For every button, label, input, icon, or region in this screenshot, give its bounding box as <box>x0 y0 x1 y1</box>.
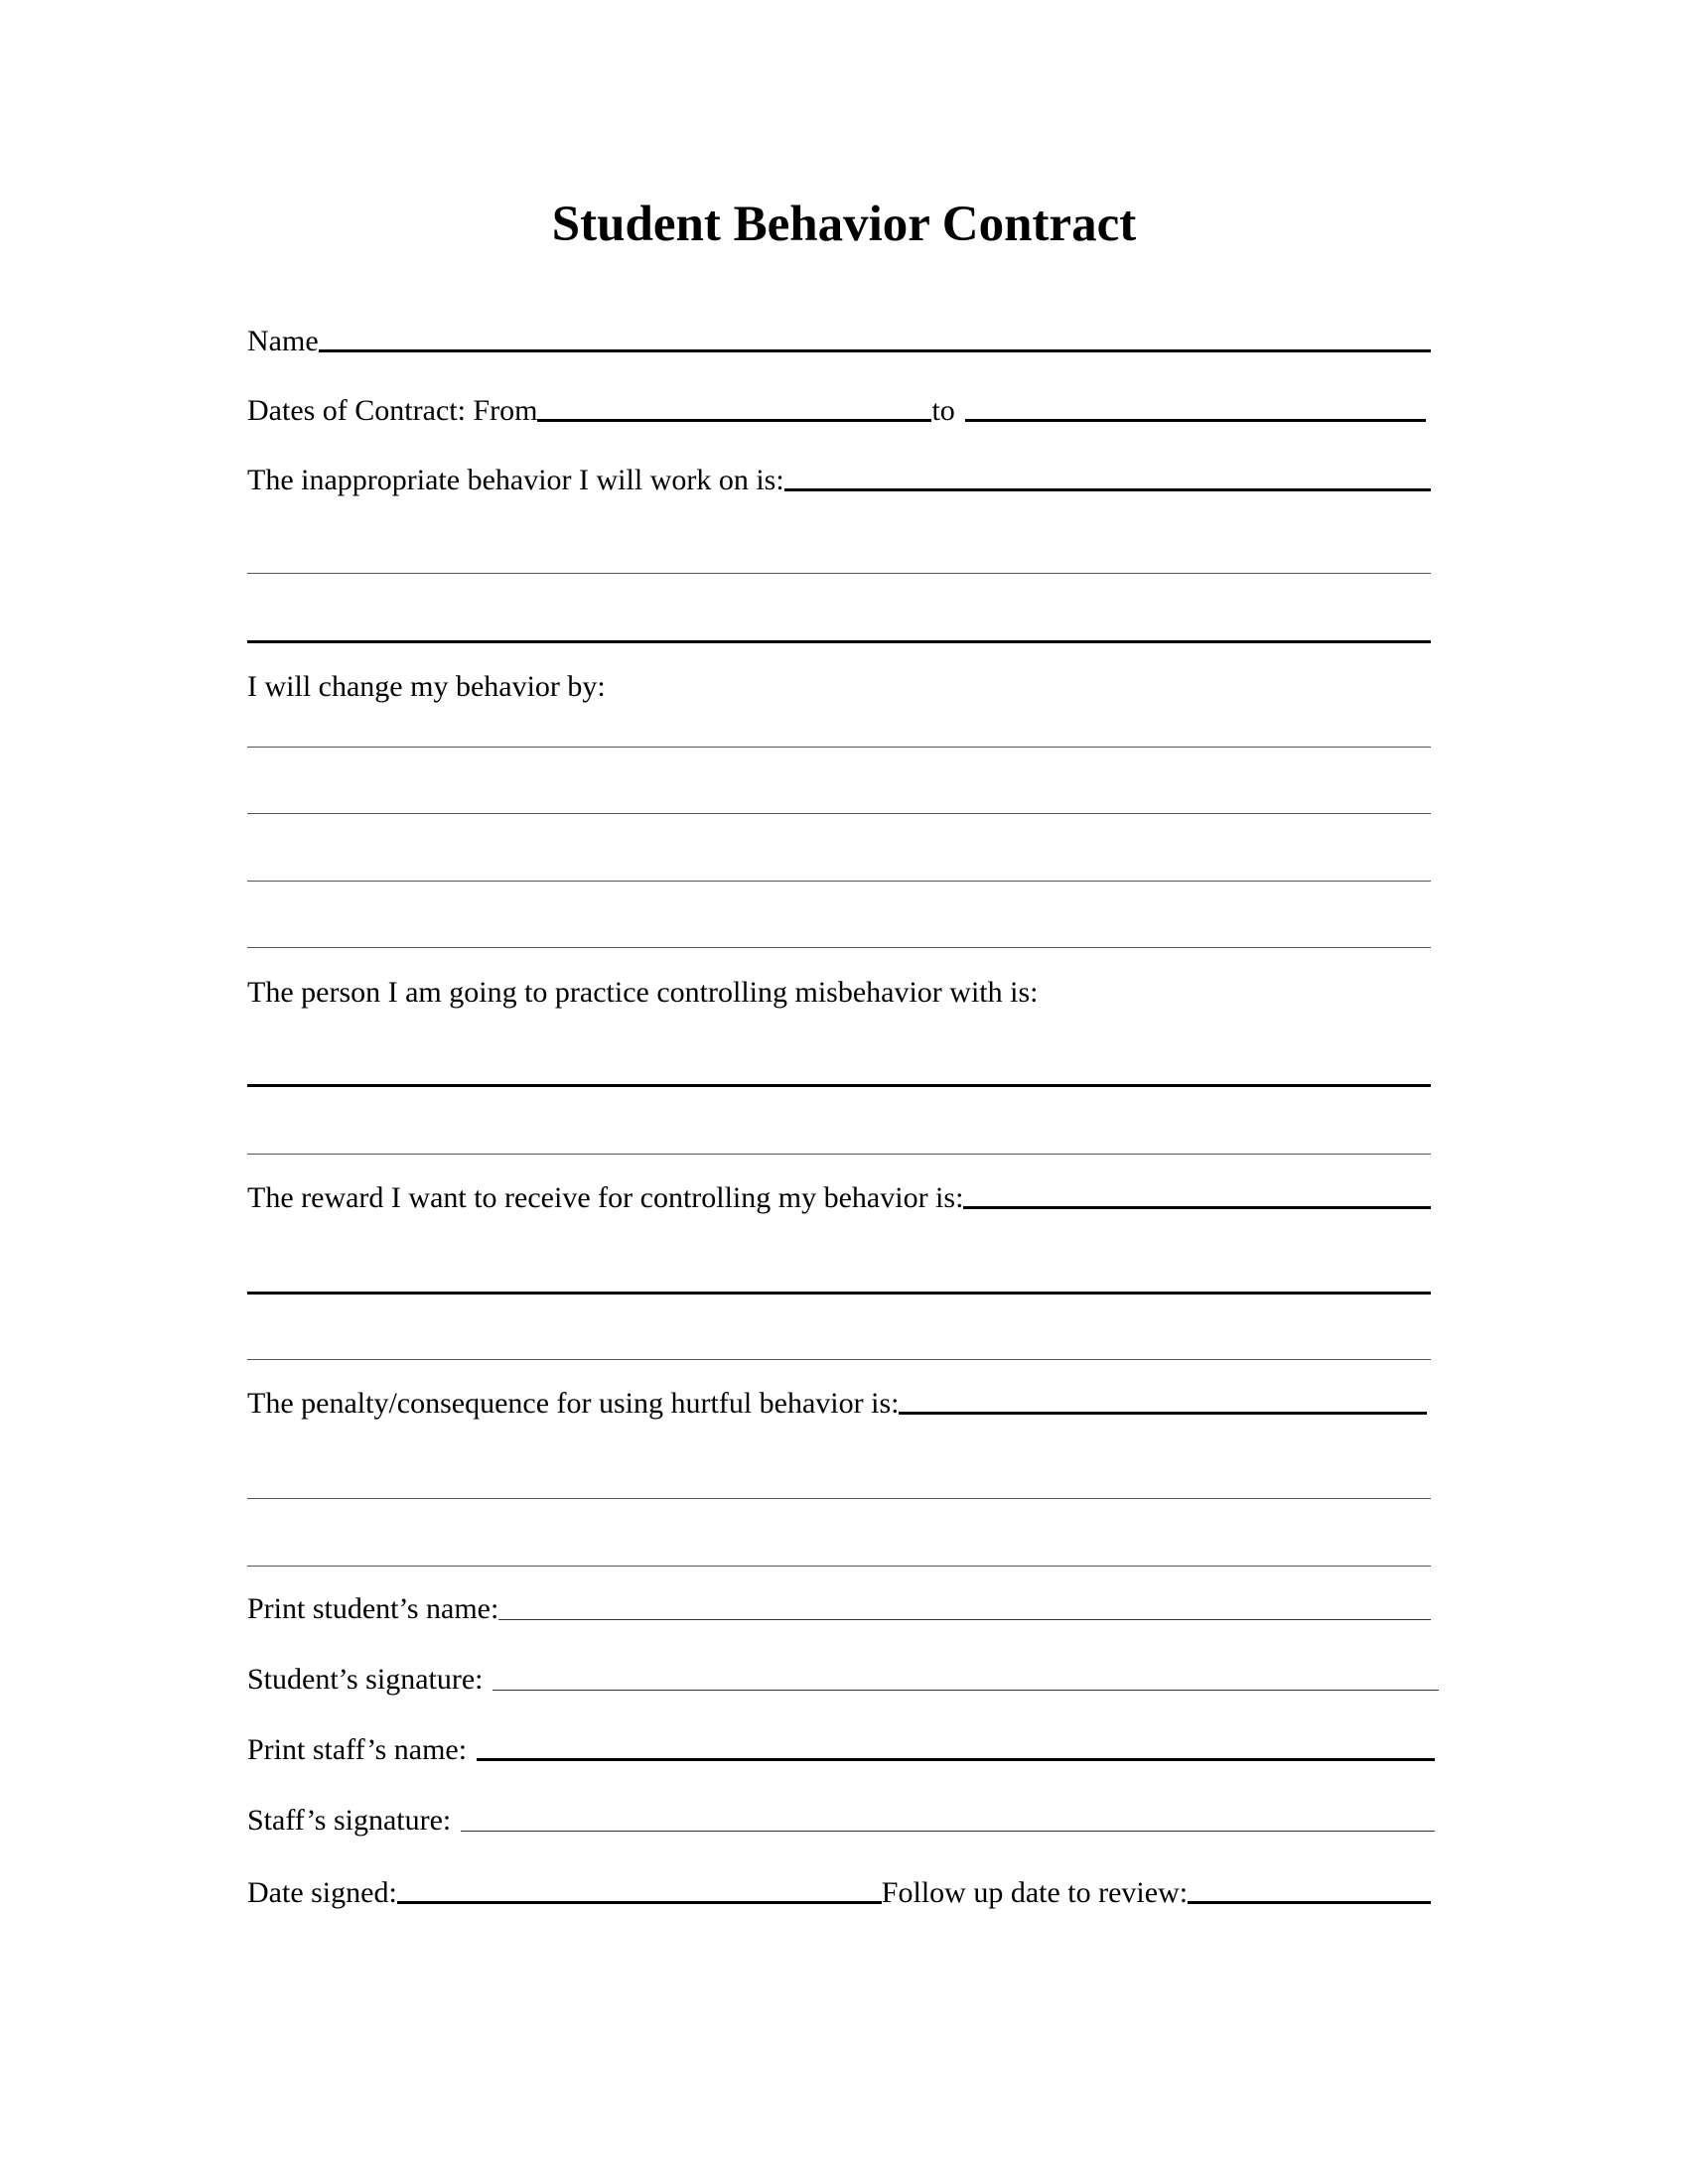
dates-row <box>247 393 1426 429</box>
person-row <box>247 975 1431 1011</box>
penalty-line-2[interactable] <box>247 1498 1431 1499</box>
staff-signature-field[interactable] <box>461 1830 1435 1832</box>
name-row <box>247 324 1431 359</box>
penalty-row <box>247 1386 1427 1422</box>
penalty-label: The penalty/consequence for using hurtful behavior is: <box>247 1387 900 1420</box>
reward-line-2[interactable] <box>247 1292 1431 1295</box>
student-signature-row <box>247 1662 1439 1698</box>
student-signature-field[interactable] <box>492 1689 1439 1691</box>
staff-name-row <box>247 1732 1435 1768</box>
reward-field[interactable] <box>963 1205 1431 1209</box>
change-line-2[interactable] <box>247 813 1431 814</box>
staff-name-field[interactable] <box>477 1757 1435 1761</box>
behavior-row <box>247 463 1431 498</box>
student-name-row <box>247 1591 1431 1627</box>
staff-signature-label: Staff’s signature: <box>247 1804 452 1837</box>
student-signature-label: Student’s signature: <box>247 1663 484 1696</box>
staff-signature-row <box>247 1803 1435 1839</box>
follow-up-label: Follow up date to review: <box>881 1876 1189 1909</box>
penalty-field[interactable] <box>899 1411 1427 1415</box>
change-row <box>247 669 1431 705</box>
penalty-line-3[interactable] <box>247 1566 1431 1567</box>
change-line-3[interactable] <box>247 881 1431 882</box>
name-field[interactable] <box>319 348 1431 352</box>
behavior-label: The inappropriate behavior I will work on is: <box>247 464 784 496</box>
follow-up-field[interactable] <box>1188 1900 1431 1904</box>
date-from-field[interactable] <box>537 418 931 422</box>
staff-name-label: Print staff’s name: <box>247 1733 468 1766</box>
student-name-label: Print student’s name: <box>247 1592 499 1625</box>
reward-line-3[interactable] <box>247 1359 1431 1360</box>
person-line-1[interactable] <box>247 1084 1431 1087</box>
name-label: Name <box>247 325 319 357</box>
date-signed-label: Date signed: <box>247 1876 397 1909</box>
person-label: The person I am going to practice controlling misbehavior with is: <box>247 976 1039 1009</box>
dates-to-label: to <box>931 394 955 427</box>
date-signed-field[interactable] <box>397 1900 882 1904</box>
dates-from-label: Dates of Contract: From <box>247 394 538 427</box>
change-label: I will change my behavior by: <box>247 670 606 703</box>
behavior-line-3[interactable] <box>247 640 1431 643</box>
page-title: Student Behavior Contract <box>551 197 1137 252</box>
date-to-field[interactable] <box>965 418 1426 422</box>
behavior-field[interactable] <box>784 487 1431 491</box>
change-line-1[interactable] <box>247 747 1431 748</box>
student-name-field[interactable] <box>498 1618 1431 1620</box>
date-signed-row <box>247 1875 1431 1911</box>
reward-row <box>247 1180 1431 1216</box>
reward-label: The reward I want to receive for controlling my behavior is: <box>247 1181 964 1214</box>
person-line-2[interactable] <box>247 1154 1431 1155</box>
behavior-line-2[interactable] <box>247 573 1431 574</box>
change-line-4[interactable] <box>247 947 1431 948</box>
